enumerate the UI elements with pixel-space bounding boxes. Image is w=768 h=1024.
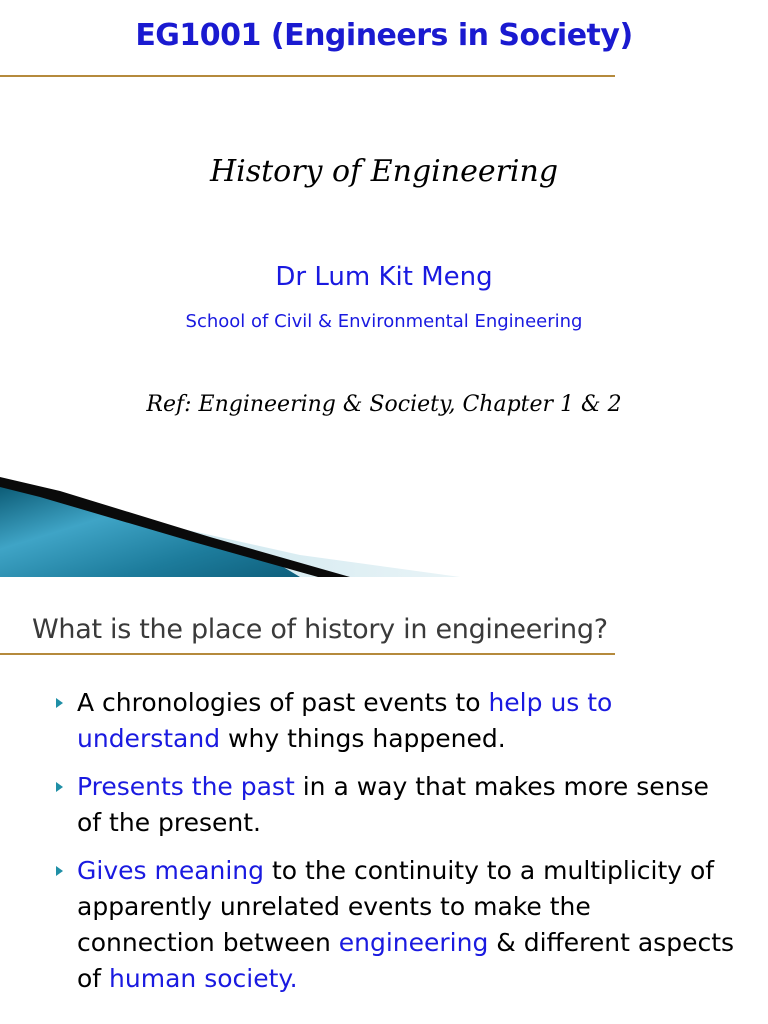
bullet-highlight: engineering [338,928,489,957]
swoosh-teal-band [0,485,300,577]
bullet-text: in a way that makes more sense of the present. [77,772,709,837]
reference-text: Ref: Engineering & Society, Chapter 1 & 2 [146,392,622,417]
bullet-arrow-icon [56,782,63,792]
bullet-text: why things happened. [220,724,506,753]
decorative-swoosh [0,477,460,577]
bullet-text: to the continuity to a multiplicity of apparently unrelated events to make the connection between [77,856,715,957]
bullet-highlight: Presents the past [77,772,295,801]
bullet-list [56,685,736,1009]
list-item [56,685,736,757]
list-item [56,769,736,841]
heading-underline [0,653,615,655]
bullet-highlight: help us to understand [77,688,613,753]
list-item [56,853,736,997]
course-title: EG1001 (Engineers in Society) [135,18,633,53]
bullet-arrow-icon [56,698,63,708]
slide-heading: What is the place of history in engineering? [32,614,608,645]
content-slide [0,577,768,1024]
bullet-text: & different aspects of [77,928,735,993]
author-name: Dr Lum Kit Meng [275,262,493,292]
bullet-arrow-icon [56,866,63,876]
bullet-text: A chronologies of past events to [77,688,489,717]
lecture-subtitle: History of Engineering [209,154,559,189]
bullet-highlight: Gives meaning [77,856,265,885]
bullet-highlight: human society. [109,964,298,993]
school-name: School of Civil & Environmental Engineering [185,311,583,332]
title-underline [0,75,615,77]
